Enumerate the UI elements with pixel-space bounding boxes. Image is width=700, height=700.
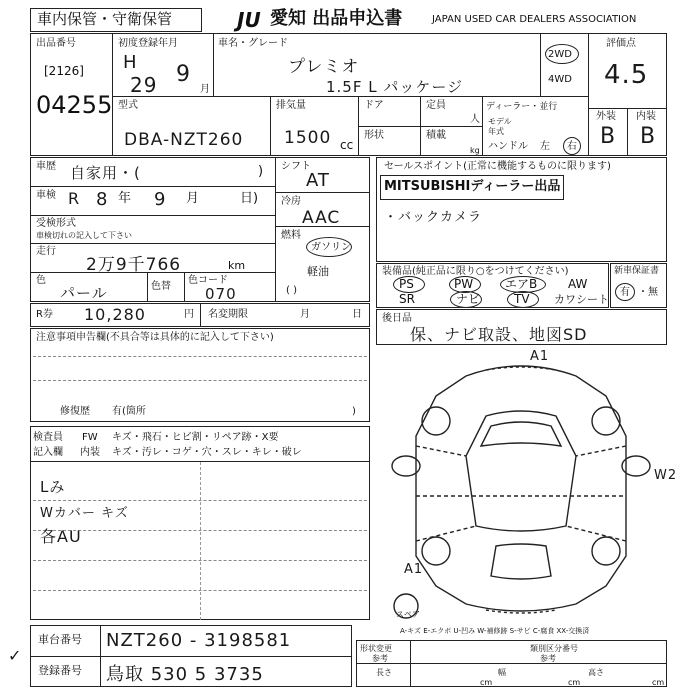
ref-1: 参考 bbox=[372, 654, 388, 663]
inspector-row1-tag: FW bbox=[82, 432, 98, 443]
lot-label: 出品番号 bbox=[36, 38, 76, 49]
equip-seat: カワシート bbox=[554, 293, 609, 306]
chassis-value: NZT260 - 3198581 bbox=[106, 630, 292, 651]
displacement-value: 1500 bbox=[284, 128, 332, 148]
type-label: 型式 bbox=[118, 100, 138, 111]
shape-change-label: 形状変更 bbox=[360, 644, 392, 653]
repair-label: 修復歴 bbox=[60, 406, 90, 417]
color-value: パール bbox=[60, 284, 108, 302]
inspection-month-unit: 月 bbox=[186, 191, 200, 206]
inspector-row2-tag: 内装 bbox=[80, 447, 100, 458]
name-change-label: 名変期限 bbox=[208, 309, 248, 320]
diagram-a1-top: A1 bbox=[530, 349, 550, 364]
shape-label: 形状 bbox=[364, 130, 384, 141]
drive-4wd: 4WD bbox=[548, 74, 572, 85]
history-close: ) bbox=[258, 164, 264, 179]
check-mark: ✓ bbox=[8, 646, 23, 665]
inspector-label1: 検査員 bbox=[33, 432, 63, 443]
ac-label: 冷房 bbox=[281, 196, 301, 207]
model-year-label2: 年式 bbox=[488, 127, 504, 136]
shift-label: シフト bbox=[281, 161, 311, 172]
displacement-label: 排気量 bbox=[276, 100, 306, 111]
fuel-label: 燃料 bbox=[281, 230, 301, 241]
color-change-label: 色替 bbox=[151, 281, 171, 292]
drive-2wd: 2WD bbox=[548, 49, 572, 60]
lot-number: 04255 bbox=[36, 91, 113, 119]
equip-airbag: エアB bbox=[505, 277, 538, 291]
inspector-row2: キズ・汚レ・コゲ・穴・スレ・キレ・破レ bbox=[112, 447, 302, 458]
warranty-label: 新車保証書 bbox=[614, 266, 660, 276]
cm-3: cm bbox=[652, 678, 665, 687]
warranty-no: 無 bbox=[648, 287, 658, 298]
warranty-yes: 有 bbox=[620, 287, 630, 298]
handle-label: ハンドル bbox=[488, 141, 528, 152]
rating-label: 評価点 bbox=[606, 38, 636, 49]
inspection-day-unit: 日) bbox=[240, 191, 259, 206]
handle-right: 右 bbox=[567, 141, 577, 152]
equip-ps-circle bbox=[393, 276, 425, 293]
reg-label: 登録番号 bbox=[38, 664, 82, 677]
fuel-paren: ( ) bbox=[286, 285, 297, 296]
mileage-label: 走行 bbox=[36, 246, 56, 257]
mileage-unit: km bbox=[228, 259, 246, 272]
inspector-label2: 記入欄 bbox=[33, 447, 63, 458]
car-diagram bbox=[376, 346, 667, 626]
door-label: ドア bbox=[364, 100, 384, 111]
equip-tv: TV bbox=[514, 292, 530, 306]
inspection-era: R bbox=[68, 189, 81, 208]
chassis-label: 車台番号 bbox=[38, 633, 82, 646]
model-grade-label: 車名・グレード bbox=[218, 38, 288, 49]
equip-tv-circle bbox=[507, 291, 539, 308]
load-label: 積載 bbox=[426, 130, 446, 141]
model-name: プレミオ bbox=[288, 57, 360, 77]
storage-tag: 車内保管・守衛保管 bbox=[37, 10, 173, 28]
width-label: 幅 bbox=[498, 668, 506, 677]
ju-logo: JU bbox=[237, 8, 261, 32]
warranty-sep: ・ bbox=[638, 287, 648, 298]
ref-2: 参考 bbox=[540, 654, 556, 663]
form-title: 愛知 出品申込書 bbox=[270, 8, 403, 29]
model-year-label: モデル bbox=[488, 117, 512, 126]
inspector-row1: キズ・飛石・ヒビ割・リペア跡・X要 bbox=[112, 432, 279, 443]
after-note-label: 後日品 bbox=[382, 313, 412, 324]
load-unit: kg bbox=[470, 146, 480, 155]
name-change-day: 日 bbox=[352, 309, 362, 320]
dealer-label: ディーラー・並行 bbox=[486, 102, 558, 112]
equip-aw: AW bbox=[568, 277, 588, 291]
registration-era: H bbox=[123, 52, 138, 73]
shift-value: AT bbox=[306, 170, 330, 191]
mileage-value: 2万9千766 bbox=[86, 255, 182, 275]
category-label: 類別区分番号 bbox=[530, 644, 578, 653]
length-label: 長さ bbox=[376, 668, 392, 677]
handle-left: 左 bbox=[540, 141, 550, 152]
color-code-label: 色コード bbox=[188, 275, 228, 286]
exterior-grade: B bbox=[600, 124, 617, 149]
equip-navi-circle bbox=[450, 291, 482, 308]
type-value: DBA-NZT260 bbox=[124, 130, 244, 150]
history-value: 自家用・( bbox=[70, 164, 141, 182]
registration-month-unit: 月 bbox=[200, 84, 210, 95]
inspection-year: 8 bbox=[96, 189, 109, 210]
inspector-line-2: Wカバー キズ bbox=[40, 506, 129, 521]
equip-sr: SR bbox=[399, 292, 415, 306]
color-label: 色 bbox=[36, 275, 46, 286]
sales-point-note: ・バックカメラ bbox=[384, 210, 483, 225]
inspection-month: 9 bbox=[154, 189, 167, 210]
sales-point-label: セールスポイント(正常に機能するものに限ります) bbox=[384, 161, 611, 172]
registration-month: 9 bbox=[176, 62, 191, 87]
repair-value: 有(箇所 bbox=[112, 406, 146, 417]
capacity-unit: 人 bbox=[470, 114, 480, 125]
lot-bracket: [2126] bbox=[44, 64, 84, 78]
recycle-value: 10,280 bbox=[84, 305, 146, 324]
association-name: JAPAN USED CAR DEALERS ASSOCIATION bbox=[432, 14, 637, 25]
inspection-year-unit: 年 bbox=[118, 191, 132, 206]
inspector-line-1: Lみ bbox=[40, 478, 66, 496]
diagram-a1-left: A1 bbox=[404, 562, 424, 577]
equip-ps: PS bbox=[399, 277, 414, 291]
diagram-legend: A-キズ E-エクボ U-凹み W-補修跡 S-サビ C-腐食 XX-交換済 bbox=[400, 627, 590, 635]
inspector-line-3: 各AU bbox=[40, 527, 82, 546]
receive-label: 受検形式 bbox=[36, 218, 76, 229]
interior-label: 内装 bbox=[636, 111, 656, 122]
ac-value: AAC bbox=[302, 208, 341, 228]
displacement-unit: cc bbox=[340, 138, 354, 152]
diagram-w2: W2 bbox=[654, 468, 678, 483]
exterior-label: 外装 bbox=[596, 111, 616, 122]
reg-value: 鳥取 530 5 3735 bbox=[106, 664, 264, 685]
diagram-spare: スペア bbox=[396, 610, 420, 619]
equipment-label: 装備品(純正品に限り○をつけてください) bbox=[382, 266, 569, 277]
fuel-light-oil: 軽油 bbox=[307, 265, 329, 278]
mitsubishi-banner-text: MITSUBISHIディーラー出品 bbox=[384, 179, 561, 194]
history-label: 車歴 bbox=[36, 161, 56, 172]
color-code-value: 070 bbox=[205, 285, 237, 303]
equip-pw: PW bbox=[454, 277, 474, 291]
fuel-gasoline: ガソリン bbox=[311, 242, 351, 253]
model-grade: 1.5F L パッケージ bbox=[326, 78, 464, 96]
registration-label: 初度登録年月 bbox=[118, 38, 178, 49]
inspection-label: 車検 bbox=[36, 190, 56, 201]
rating-score: 4.5 bbox=[604, 60, 649, 90]
repair-close: ) bbox=[352, 406, 356, 417]
receive-note: 車検切れの記入して下さい bbox=[36, 231, 132, 240]
recycle-label: R券 bbox=[36, 309, 53, 320]
cm-1: cm bbox=[480, 678, 493, 687]
equip-navi: ナビ bbox=[456, 292, 481, 306]
notes-label: 注意事項申告欄(不具合等は具体的に記入して下さい) bbox=[36, 332, 274, 343]
cm-2: cm bbox=[568, 678, 581, 687]
height-label: 高さ bbox=[588, 668, 604, 677]
name-change-month: 月 bbox=[300, 309, 310, 320]
capacity-label: 定員 bbox=[426, 100, 446, 111]
after-note-value: 保、ナビ取設、地図SD bbox=[410, 325, 588, 344]
recycle-unit: 円 bbox=[184, 309, 194, 320]
interior-grade: B bbox=[640, 124, 657, 149]
registration-year: 29 bbox=[130, 73, 158, 97]
